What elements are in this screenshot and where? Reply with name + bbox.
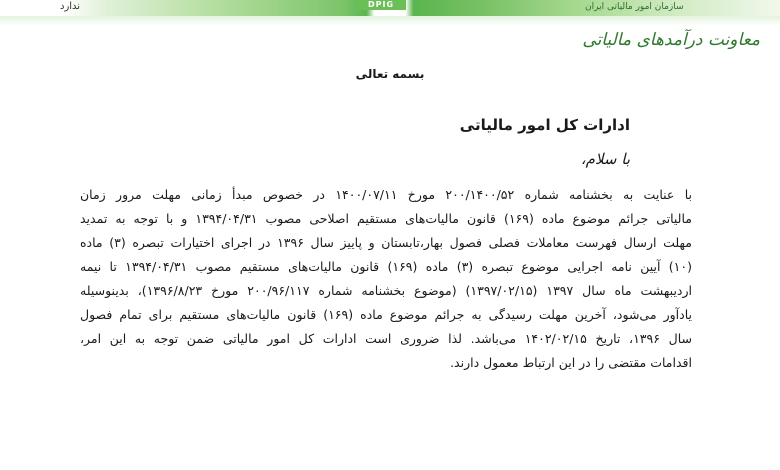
body-line: (۱۰) آیین نامه اجرایی موضوع تبصره (۳) ماده (۱۶۹) قانون مالیات‌های مستقیم مصوب ۱۳۹۴/۰۴/۳۱ تا نیمه [80, 259, 692, 274]
body-line: اردیبهشت ماه سال ۱۳۹۷ (۱۳۹۷/۰۲/۱۵) (موضوع بخشنامه شماره ۲۰۰/۹۶/۱۱۷ مورخ ۱۳۹۶/۸/۲۳)، بدینوسیله [80, 283, 692, 298]
letter-body [80, 183, 692, 375]
body-line: مالیاتی جرائم موضوع ماده (۱۶۹) قانون مالیات‌های مستقیم اصلاحی مصوب ۱۳۹۴/۰۴/۳۱ و با توجه به تمدید [80, 211, 692, 226]
body-line: یادآور می‌شود، آخرین مهلت رسیدگی به جرائم موضوع ماده (۱۶۹) قانون مالیات‌های مستقیم برای تمام فصول [80, 307, 692, 322]
body-line: مهلت ارسال فهرست معاملات فصلی فصول بهار،تابستان و پاییز سال ۱۳۹۶ در اجرای اختیارات تبصره (۳) ماده [80, 235, 692, 250]
body-line: اقدامات مقتضی را در این ارتباط معمول دارند. [450, 355, 692, 370]
greeting: با سلام، [580, 150, 630, 168]
classification-value: ندارد [60, 1, 81, 12]
body-line: سال ۱۳۹۶، تاریخ ۱۴۰۲/۰۲/۱۵ می‌باشد. لذا ضروری است ادارات کل امور مالیاتی ضمن توجه به این امر، [80, 331, 692, 346]
salutation-title: بسمه تعالی [355, 67, 425, 81]
letterhead-fade [0, 16, 780, 26]
recipient: ادارات کل امور مالیاتی [459, 116, 630, 134]
body-line: با عنایت به بخشنامه شماره ۲۰۰/۱۴۰۰/۵۲ مورخ ۱۴۰۰/۰۷/۱۱ در خصوص مبدأ زمانی مهلت مرور زمان [80, 187, 692, 202]
organization-name: سازمان امور مالیاتی ایران [585, 2, 684, 12]
letterhead-emblem: DPIG [356, 0, 406, 10]
department-logo: معاونت درآمدهای مالیاتی [582, 30, 760, 50]
